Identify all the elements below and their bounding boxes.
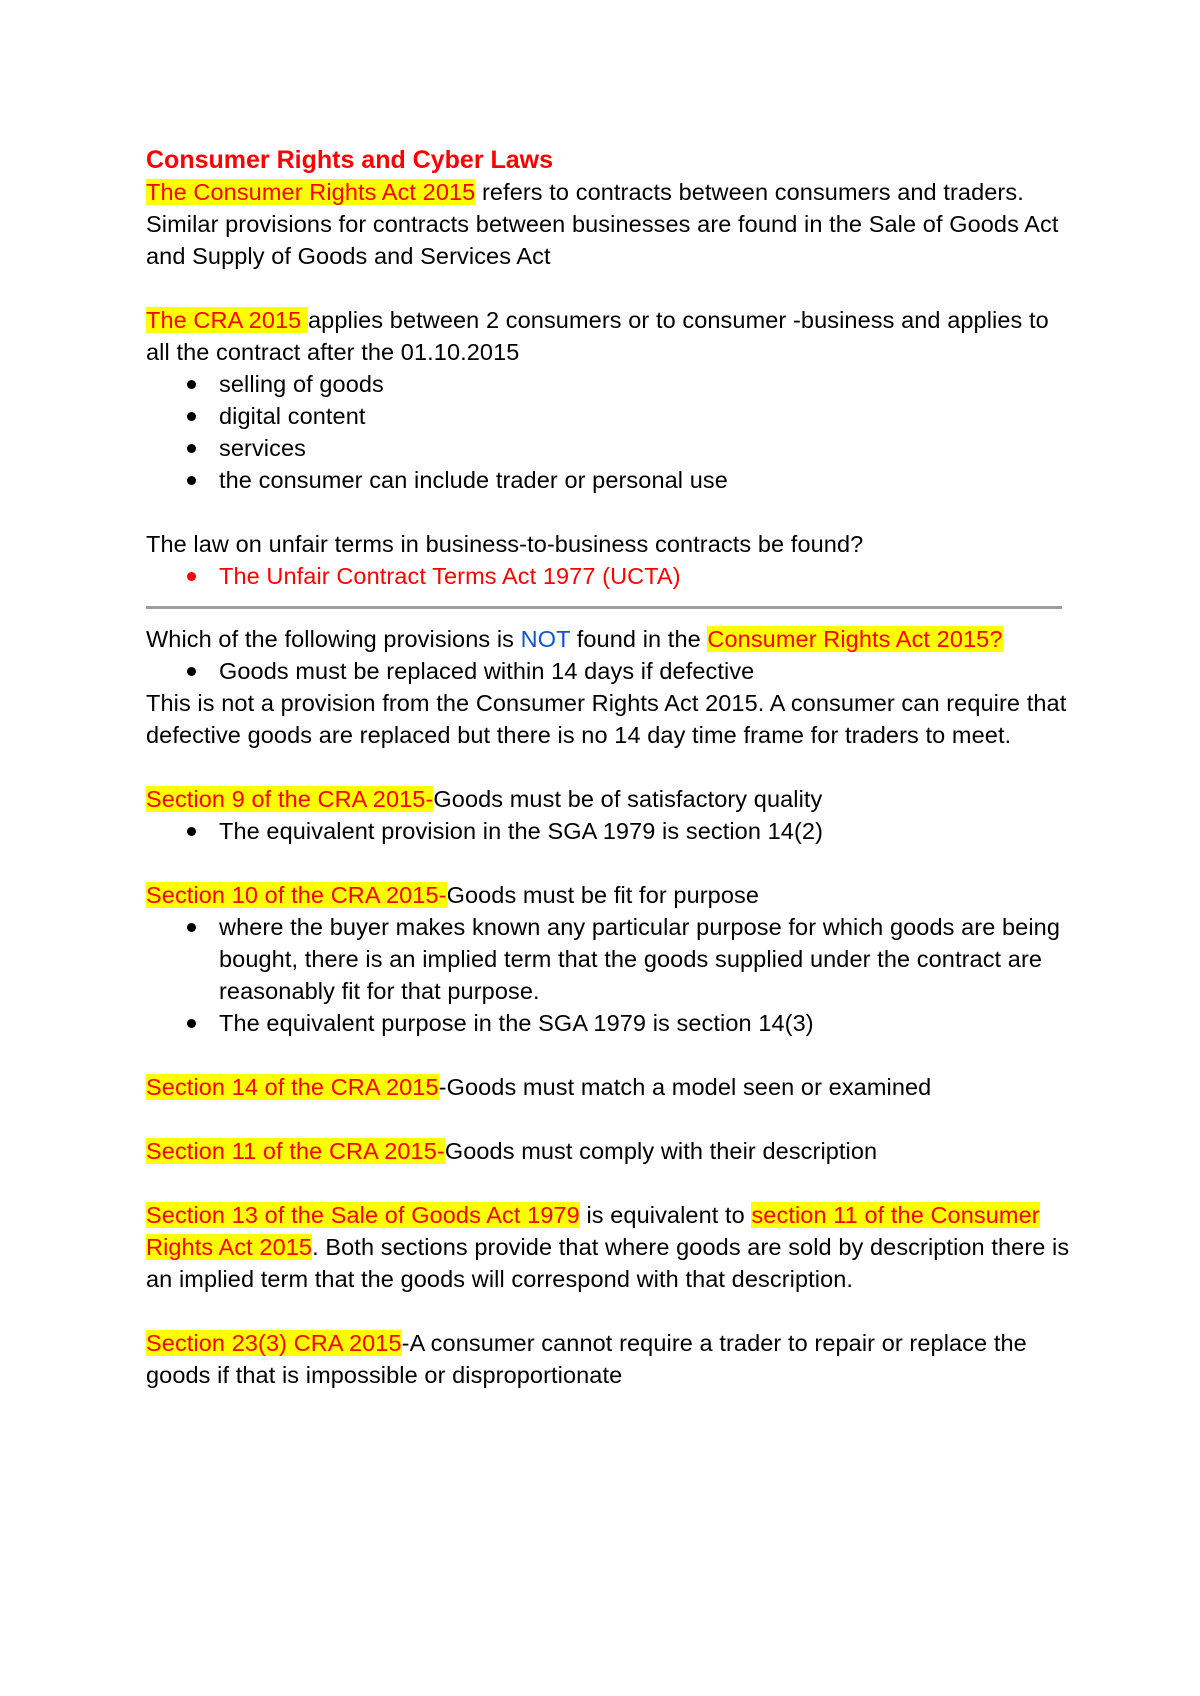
unfair-terms-question: The law on unfair terms in business-to-business contracts be found? bbox=[146, 531, 864, 557]
bullet-icon bbox=[187, 923, 196, 932]
bullet-icon bbox=[187, 412, 196, 421]
question2-paragraph bbox=[146, 623, 1070, 655]
section10-paragraph bbox=[146, 879, 1070, 911]
section9-text: Goods must be of satisfactory quality bbox=[433, 786, 823, 812]
section10-text: Goods must be fit for purpose bbox=[446, 882, 760, 908]
list-item-text: where the buyer makes known any particular purpose for which goods are being bought, there is an implied term that the goods supplied under the contract are reasonably fit for that purpose. bbox=[219, 914, 1061, 1004]
section13-text-mid: is equivalent to bbox=[579, 1202, 752, 1228]
horizontal-rule bbox=[146, 606, 1062, 609]
bullet-icon bbox=[187, 1019, 196, 1028]
document-title: Consumer Rights and Cyber Laws bbox=[146, 146, 554, 174]
list-item-text: services bbox=[219, 435, 306, 461]
spacer bbox=[146, 1103, 1070, 1135]
section13-paragraph bbox=[146, 1199, 1070, 1295]
list-item-text: selling of goods bbox=[219, 371, 384, 397]
list-item bbox=[219, 368, 1070, 400]
spacer bbox=[146, 751, 1070, 783]
list-item bbox=[219, 655, 1070, 687]
bullet-icon bbox=[187, 476, 196, 485]
list-item-text: Goods must be replaced within 14 days if defective bbox=[219, 658, 755, 684]
cra-scope-list bbox=[146, 368, 1070, 496]
spacer bbox=[146, 1039, 1070, 1071]
section14-text: -Goods must match a model seen or examined bbox=[438, 1074, 932, 1100]
section11-highlight: Section 11 of the CRA 2015- bbox=[146, 1138, 445, 1164]
section11-text: Goods must comply with their description bbox=[444, 1138, 878, 1164]
bullet-icon bbox=[187, 827, 196, 836]
section23-highlight: Section 23(3) CRA 2015 bbox=[146, 1330, 402, 1356]
question2-explanation: This is not a provision from the Consumer Rights Act 2015. A consumer can require that defective goods are replaced but there is no 14 day time frame for traders to meet. bbox=[146, 690, 1067, 748]
cra-scope-highlight: The CRA 2015 bbox=[146, 307, 308, 333]
intro-paragraph-2: Similar provisions for contracts between businesses are found in the Sale of Goods Act and Supply of Goods and Services Act bbox=[146, 211, 1059, 269]
section14-paragraph bbox=[146, 1071, 1070, 1103]
not-emphasis: NOT bbox=[520, 626, 571, 652]
question2-text: Which of the following provisions is bbox=[146, 626, 521, 652]
cra-highlight: The Consumer Rights Act 2015 bbox=[146, 179, 476, 205]
bullet-icon bbox=[187, 572, 196, 581]
section11-cra-highlight: section 11 of the Consumer Rights Act 2015 bbox=[146, 1202, 1040, 1260]
section9-list bbox=[146, 815, 1070, 847]
list-item bbox=[219, 911, 1070, 1007]
section10-highlight: Section 10 of the CRA 2015- bbox=[146, 882, 447, 908]
list-item bbox=[219, 464, 1070, 496]
list-item-text: The equivalent purpose in the SGA 1979 is section 14(3) bbox=[219, 1010, 814, 1036]
list-item-text: The Unfair Contract Terms Act 1977 (UCTA) bbox=[219, 563, 681, 589]
list-item bbox=[219, 815, 1070, 847]
intro-text: refers to contracts between consumers and traders. bbox=[475, 179, 1024, 205]
section9-paragraph bbox=[146, 783, 1070, 815]
list-item bbox=[219, 432, 1070, 464]
list-item bbox=[219, 400, 1070, 432]
section9-highlight: Section 9 of the CRA 2015- bbox=[146, 786, 434, 812]
cra-scope-paragraph bbox=[146, 304, 1070, 368]
section10-list bbox=[146, 911, 1070, 1039]
list-item-text: the consumer can include trader or personal use bbox=[219, 467, 728, 493]
list-item-text: The equivalent provision in the SGA 1979 is section 14(2) bbox=[219, 818, 823, 844]
spacer bbox=[146, 1167, 1070, 1199]
question2-highlight: Consumer Rights Act 2015? bbox=[707, 626, 1003, 652]
bullet-icon bbox=[187, 444, 196, 453]
section11-paragraph bbox=[146, 1135, 1070, 1167]
question2-list bbox=[146, 655, 1070, 687]
section23-text: -A consumer cannot require a trader to repair or replace the goods if that is impossible or disproportionate bbox=[146, 1330, 1027, 1388]
spacer bbox=[146, 1295, 1070, 1327]
unfair-terms-list bbox=[146, 560, 1070, 592]
spacer bbox=[146, 496, 1070, 528]
section14-highlight: Section 14 of the CRA 2015 bbox=[146, 1074, 439, 1100]
list-item bbox=[219, 560, 1070, 592]
spacer bbox=[146, 847, 1070, 879]
spacer bbox=[146, 272, 1070, 304]
section13-highlight: Section 13 of the Sale of Goods Act 1979 bbox=[146, 1202, 580, 1228]
bullet-icon bbox=[187, 667, 196, 676]
section23-paragraph bbox=[146, 1327, 1070, 1391]
question2-text-mid: found in the bbox=[570, 626, 708, 652]
list-item-text: digital content bbox=[219, 403, 366, 429]
cra-scope-text: applies between 2 consumers or to consumer -business and applies to all the contract after the 01.10.2015 bbox=[146, 307, 1049, 365]
intro-paragraph bbox=[146, 176, 1070, 208]
list-item bbox=[219, 1007, 1070, 1039]
bullet-icon bbox=[187, 380, 196, 389]
section13-text: . Both sections provide that where goods are sold by description there is an implied term that the goods will correspond with that description. bbox=[146, 1234, 1070, 1292]
